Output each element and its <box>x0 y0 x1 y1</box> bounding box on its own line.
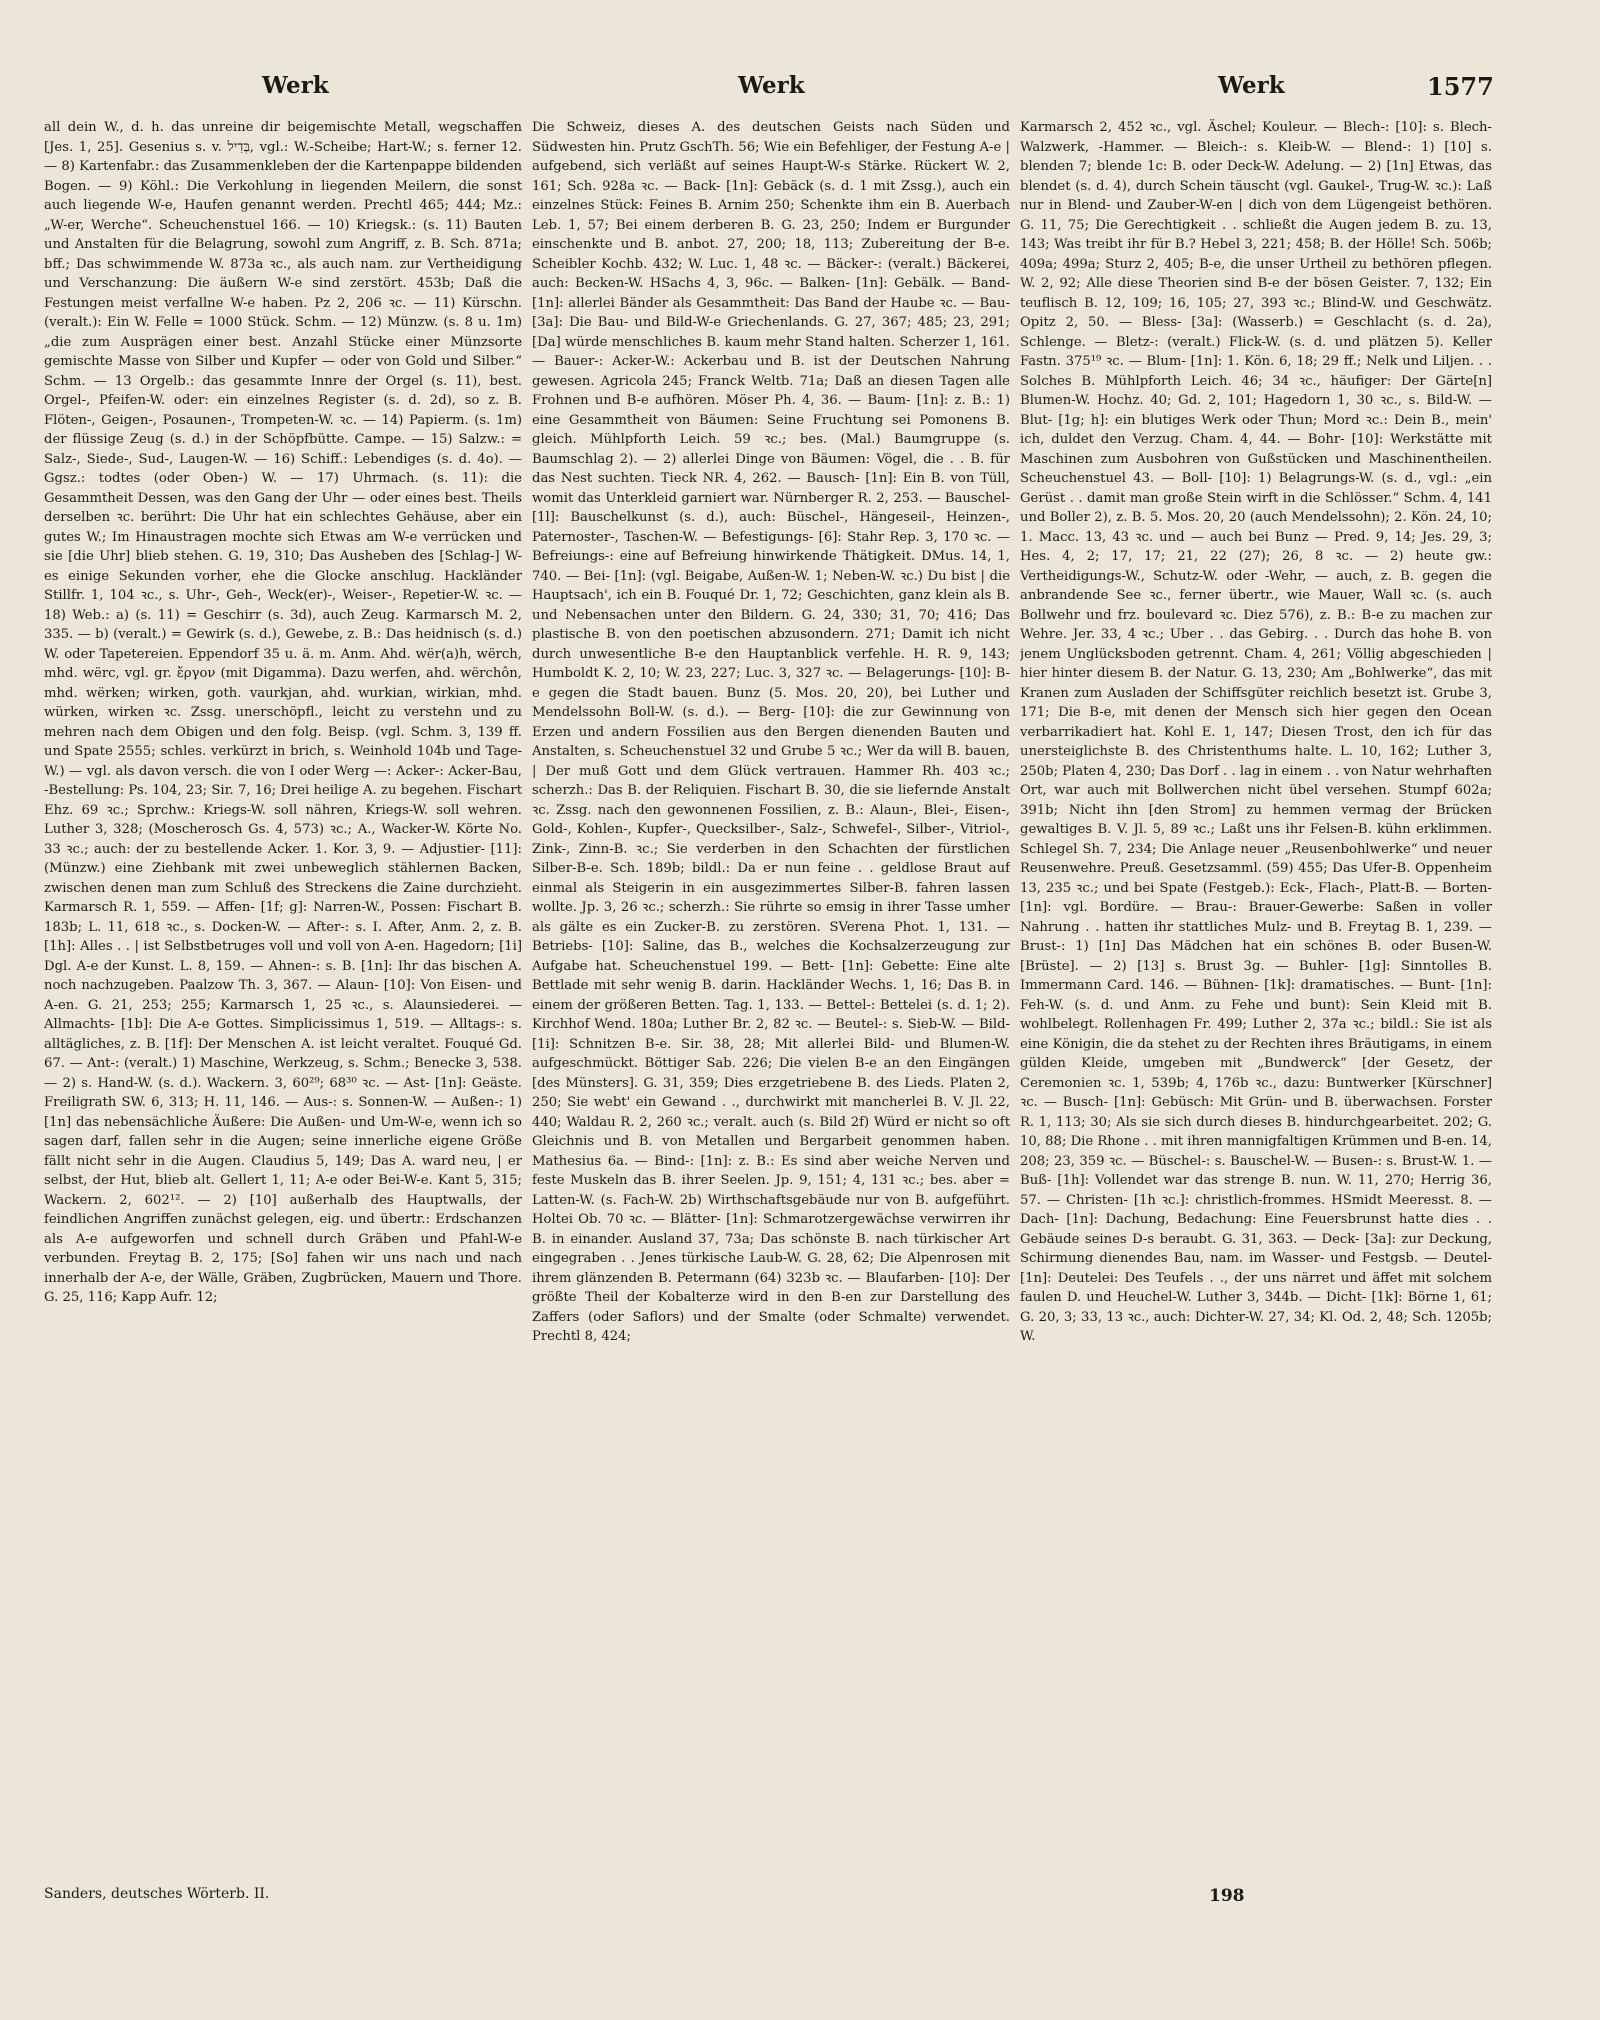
page-number: 1577 <box>1427 72 1494 101</box>
running-header <box>0 72 1600 112</box>
column-1-text: all dein W., d. h. das unreine dir beigemischte Metall, wegschaffen [Jes. 1, 25]. Gesenius s. v. בְּדִיל, vgl.: W.-Scheibe; Hart-W.; s. ferner 12. — 8) Kartenfabr.: das Zusammenkleben der die Kartenpappe bildenden Bogen. — 9) Köhl.: Die Verkohlung in liegenden Meilern, die sonst auch liegende W-e, Haufen genannt werden. Prechtl 465; 444; Mz.: „W-er, Werche“. Scheuchenstuel 166. — 10) Kriegsk.: (s. 11) Bauten und Anstalten für die Belagrung, sowohl zum Angriff, z. B. Sch. 871a; bff.; Das schwimmende W. 873a ꝛc., als auch nam. zur Vertheidigung und Verschanzung: Die äußern W-e sind zerstört. 453b; Daß die Festungen meist verfallne W-e haben. Pz 2, 206 ꝛc. — 11) Kürschn. (veralt.): Ein W. Felle = 1000 Stück. Schm. — 12) Münzw. (s. 8 u. 1m) „die zum Ausprägen einer best. Anzahl Stücke einer Münzsorte gemischte Masse von Silber und Kupfer — oder von Gold und Silber.“ Schm. — 13 Orgelb.: das gesammte Innre der Orgel (s. 11), best. Orgel-, Pfeifen-W. oder: ein einzelnes Register (s. d. 2d), so z. B. Flöten-, Geigen-, Posaunen-, Trompeten-W. ꝛc. — 14) Papierm. (s. 1m) der flüssige Zeug (s. d.) in der Schöpfbütte. Campe. — 15) Salzw.: = Salz-, Siede-, Sud-, Laugen-W. — 16) Schiff.: Lebendiges (s. d. 4o). — Ggsz.: todtes (oder Oben-) W. — 17) Uhrmach. (s. 11): die Gesammtheit Dessen, was den Gang der Uhr — oder eines best. Theils derselben ꝛc. berührt: Die Uhr hat ein schlechtes Gehäuse, aber ein gutes W.; Im Hinaustragen mochte sich Etwas am W-e verrücken und sie [die Uhr] blieb stehen. G. 19, 310; Das Ausheben des [Schlag-] W-es einige Sekunden vorher, ehe die Glocke anschlug. Hackländer Stillfr. 1, 104 ꝛc., s. Uhr-, Geh-, Weck(er)-, Weiser-, Repetier-W. ꝛc. — 18) Web.: a) (s. 11) = Geschirr (s. 3d), auch Zeug. Karmarsch M. 2, 335. — b) (veralt.) = Gewirk (s. d.), Gewebe, z. B.: Das heidnisch (s. d.) W. oder Tapetereien. Eppendorf 35 u. ä. m. Anm. Ahd. wër(a)h, wërch, mhd. wërc, vgl. gr. ἔργον (mit Digamma). Dazu werfen, ahd. wërchôn, mhd. wërken; wirken, goth. vaurkjan, ahd. wurkian, wirkian, mhd. würken, wirken ꝛc. Zssg. unerschöpfl., leicht zu verstehn und zu mehren nach dem Obigen und den folg. Beisp. (vgl. Schm. 3, 139 ff. und Spate 2555; schles. verkürzt in brich, s. Weinhold 104b und Tage-W.) — vgl. als davon versch. die von I oder Werg —: Acker-: Acker-Bau, -Bestellung: Ps. 104, 23; Sir. 7, 16; Drei heilige A. zu begehen. Fischart Ehz. 69 ꝛc.; Sprchw.: Kriegs-W. soll nähren, Kriegs-W. soll wehren. Luther 3, 328; (Moscherosch Gs. 4, 573) ꝛc.; A., Wacker-W. Körte No. 33 ꝛc.; auch: der zu bestellende Acker. 1. Kor. 3, 9. — Adjustier- [11]: (Münzw.) eine Ziehbank mit zwei unbeweglich stählernen Backen, zwischen denen man zum Schluß des Streckens die Zaine durchzieht. Karmarsch R. 1, 559. — Affen- [1f; g]: Narren-W., Possen: Fischart B. 183b; L. 11, 618 ꝛc., s. Docken-W. — After-: s. I. After, Anm. 2, z. B. [1h]: Alles . . | ist Selbstbetruges voll und voll von A-en. Hagedorn; [1i] Dgl. A-e der Kunst. L. 8, 159. — Ahnen-: s. B. [1n]: Ihr das bischen A. noch nachzugeben. Paalzow Th. 3, 367. — Alaun- [10]: Von Eisen- und A-en. G. 21, 253; 255; Karmarsch 1, 25 ꝛc., s. Alaunsiederei. — Allmachts- [1b]: Die A-e Gottes. Simplicissimus 1, 519. — Alltags-: s. alltägliches, z. B. [1f]: Der Menschen A. ist leicht veraltet. Fouqué Gd. 67. — Ant-: (veralt.) 1) Maschine, Werkzeug, s. Schm.; Benecke 3, 538. — 2) s. Hand-W. (s. d.). Wackern. 3, 60²⁹; 68³⁰ ꝛc. — Ast- [1n]: Geäste. Freiligrath SW. 6, 313; H. 11, 146. — Aus-: s. Sonnen-W. — Außen-: 1) [1n] das nebensächliche Äußere: Die Außen- und Um-W-e, wenn ich so sagen darf, fallen sehr in die Augen; seine innerliche eigene Größe fällt nicht sehr in die Augen. Claudius 5, 149; Das A. ward neu, | er selbst, der Hut, blieb alt. Gellert 1, 11; A-e oder Bei-W-e. Kant 5, 315; Wackern. 2, 602¹². — 2) [10] außerhalb des Hauptwalls, der feindlichen Angriffen zunächst gelegen, eig. und übertr.: Erdschanzen als A-e aufgeworfen und schnell durch Gräben und Pfahl-W-e verbunden. Freytag B. 2, 175; [So] fahen wir uns nach und nach innerhalb der A-e, der Wälle, Gräben, Zugbrücken, Mauern und Thore. G. 25, 116; Kapp Aufr. 12; <box>44 120 522 1305</box>
page-footer <box>44 1886 1492 1912</box>
header-left-catchword: Werk <box>262 72 329 99</box>
text-column-3 <box>1020 118 1492 1884</box>
header-right-catchword: Werk <box>1218 72 1285 99</box>
header-center-catchword: Werk <box>738 72 805 99</box>
column-3-text: Karmarsch 2, 452 ꝛc., vgl. Äschel; Kouleur. — Blech-: [10]: s. Blech-Walzwerk, -Hammer. — Bleich-: s. Kleib-W. — Blend-: 1) [10] s. blenden 7; blende 1c: B. oder Deck-W. Adelung. — 2) [1n] Etwas, das blendet (s. d. 4), durch Schein täuscht (vgl. Gaukel-, Trug-W. ꝛc.): Laß nur in Blend- und Zauber-W-en | dich von dem Lügengeist bethören. G. 11, 75; Die Gerechtigkeit . . schließt die Augen jedem B. zu. 13, 143; Was treibt ihr für B.? Hebel 3, 221; 458; B. der Hölle! Sch. 506b; 409a; 499a; Sturz 2, 405; B-e, die unser Urtheil zu bethören pflegen. W. 2, 92; Alle diese Theorien sind B-e der bösen Geister. 7, 132; Ein teuflisch B. 12, 109; 16, 105; 27, 393 ꝛc.; Blind-W. und Geschwätz. Opitz 2, 50. — Bless- [3a]: (Wasserb.) = Geschlacht (s. d. 2a), Schlenge. — Bletz-: (veralt.) Flick-W. (s. d. und plätzen 5). Keller Fastn. 375¹⁹ ꝛc. — Blum- [1n]: 1. Kön. 6, 18; 29 ff.; Nelk und Liljen. . . Solches B. Mühlpforth Leich. 46; 34 ꝛc., häufiger: Der Gärte[n] Blumen-W. Hochz. 40; Gd. 2, 101; Hagedorn 1, 30 ꝛc., s. Bild-W. — Blut- [1g; h]: ein blutiges Werk oder Thun; Mord ꝛc.: Dein B., mein' ich, duldet den Verzug. Cham. 4, 44. — Bohr- [10]: Werkstätte mit Maschinen zum Ausbohren von Gußstücken und Maschinentheilen. Scheuchenstuel 43. — Boll- [10]: 1) Belagrungs-W. (s. d., vgl.: „ein Gerüst . . damit man große Stein wirft in die Schlösser.“ Schm. 4, 141 und Boller 2), z. B. 5. Mos. 20, 20 (auch Mendelssohn); 2. Kön. 24, 10; 1. Macc. 13, 43 ꝛc. und — auch bei Bunz — Pred. 9, 14; Jes. 29, 3; Hes. 4, 2; 17, 17; 21, 22 (27); 26, 8 ꝛc. — 2) heute gw.: Vertheidigungs-W., Schutz-W. oder -Wehr, — auch, z. B. gegen die anbrandende See ꝛc., ferner übertr., wie Mauer, Wall ꝛc. (s. auch Bollwehr und frz. boulevard ꝛc. Diez 576), z. B.: B-e zu machen zur Wehre. Jer. 33, 4 ꝛc.; Uber . . das Gebirg. . . Durch das hohe B. von jenem Unglücksboden getrennt. Cham. 4, 261; Völlig abgeschieden | hier hinter diesem B. der Natur. G. 13, 230; Am „Bohlwerke“, das mit Kranen zum Ausladen der Schiffsgüter reichlich besetzt ist. Grube 3, 171; Die B-e, mit denen der Mensch sich hier gegen den Ocean verbarrikadiert hat. Kohl E. 1, 147; Diesen Trost, den ich für das unersteiglichste B. des Christenthums halte. L. 10, 162; Luther 3, 250b; Platen 4, 230; Das Dorf . . lag in einem . . von Natur wehrhaften Ort, war auch mit Bollwerchen nicht übel versehen. Stumpf 602a; 391b; Nicht ihn [den Strom] zu hemmen vermag der Brücken gewaltiges B. V. Jl. 5, 89 ꝛc.; Laßt uns ihr Felsen-B. kühn erklimmen. Schlegel Sh. 7, 234; Die Anlage neuer „Reusenbohlwerke“ und neuer Reusenwehre. Preuß. Gesetzsamml. (59) 455; Das Ufer-B. Oppenheim 13, 235 ꝛc.; und bei Spate (Festgeb.): Eck-, Flach-, Platt-B. — Borten- [1n]: vgl. Bordüre. — Brau-: Brauer-Gewerbe: Saßen in voller Nahrung . . hatten ihr stattliches Mulz- und B. Freytag B. 1, 239. — Brust-: 1) [1n] Das Mädchen hat ein schönes B. oder Busen-W. [Brüste]. — 2) [13] s. Brust 3g. — Buhler- [1g]: Sinntolles B. Immermann Card. 146. — Bühnen- [1k]: dramatisches. — Bunt- [1n]: Feh-W. (s. d. und Anm. zu Fehe und bunt): Sein Kleid mit B. wohlbelegt. Rollenhagen Fr. 499; Luther 2, 37a ꝛc.; bildl.: Sie ist als eine Königin, die da stehet zu der Rechten ihres Bräutigams, in einem gülden Kleide, umgeben mit „Bundwerck“ [der Gesetz, der Ceremonien ꝛc. 1, 539b; 4, 176b ꝛc., dazu: Buntwerker [Kürschner] ꝛc. — Busch- [1n]: Gebüsch: Mit Grün- und B. überwachsen. Forster R. 1, 113; 30; Als sie sich durch dieses B. hindurchgearbeitet. 202; G. 10, 88; Die Rhone . . mit ihren mannigfaltigen Krümmen und B-en. 14, 208; 23, 359 ꝛc. — Büschel-: s. Bauschel-W. — Busen-: s. Brust-W. 1. — Buß- [1h]: Vollendet war das strenge B. nun. W. 11, 270; Herrig 36, 57. — Christen- [1h ꝛc.]: christlich-frommes. HSmidt Meeresst. 8. — Dach- [1n]: Dachung, Bedachung: Eine Feuersbrunst hatte dies . . Gebäude seines D-s beraubt. G. 31, 363. — Deck- [3a]: zur Deckung, Schirmung dienendes Bau, nam. im Wasser- und Festgsb. — Deutel- [1n]: Deutelei: Des Teufels . ., der uns närret und äffet mit solchem faulen D. und Heuchel-W. Luther 3, 344b. — Dicht- [1k]: Börne 1, 61; G. 20, 3; 33, 13 ꝛc., auch: Dichter-W. 27, 34; Kl. Od. 2, 48; Sch. 1205b; W. <box>1020 120 1492 1344</box>
text-column-1 <box>44 118 522 1884</box>
column-2-text: Die Schweiz, dieses A. des deutschen Geists nach Süden und Südwesten hin. Prutz GschTh. 56; Wie ein Befehliger, der Festung A-e | aufgebend, sich verläßt auf seines Haupt-W-s Stärke. Rückert W. 2, 161; Sch. 928a ꝛc. — Back- [1n]: Gebäck (s. d. 1 mit Zssg.), auch ein einzelnes Stück: Feines B. Arnim 250; Schenkte ihm ein B. Auerbach Leb. 1, 57; Bei einem derberen B. G. 23, 250; Indem er Burgunder einschenkte und B. anbot. 27, 200; 18, 113; Zubereitung der B-e. Scheibler Kochb. 432; W. Luc. 1, 48 ꝛc. — Bäcker-: (veralt.) Bäckerei, auch: Becken-W. HSachs 4, 3, 96c. — Balken- [1n]: Gebälk. — Band- [1n]: allerlei Bänder als Gesammtheit: Das Band der Haube ꝛc. — Bau- [3a]: Die Bau- und Bild-W-e Griechenlands. G. 27, 367; 485; 23, 291; [Da] würde menschliches B. kaum mehr Stand halten. Scherzer 1, 161. — Bauer-: Acker-W.: Ackerbau und B. ist der Deutschen Nahrung gewesen. Agricola 245; Franck Weltb. 71a; Daß an diesen Tagen alle Frohnen und B-e aufhören. Möser Ph. 4, 36. — Baum- [1n]: z. B.: 1) eine Gesammtheit von Bäumen: Seine Fruchtung sei Pomonens B. gleich. Mühlpforth Leich. 59 ꝛc.; bes. (Mal.) Baumgruppe (s. Baumschlag 2). — 2) allerlei Dinge von Bäumen: Vögel, die . . B. für das Nest suchten. Tieck NR. 4, 262. — Bausch- [1n]: Ein B. von Tüll, womit das Unterkleid garniert war. Nürnberger R. 2, 253. — Bauschel- [1l]: Bauschelkunst (s. d.), auch: Büschel-, Hängeseil-, Heinzen-, Paternoster-, Taschen-W. — Befestigungs- [6]: Stahr Rep. 3, 170 ꝛc. — Befreiungs-: eine auf Befreiung hinwirkende Thätigkeit. DMus. 14, 1, 740. — Bei- [1n]: (vgl. Beigabe, Außen-W. 1; Neben-W. ꝛc.) Du bist | die Hauptsach', ich ein B. Fouqué Dr. 1, 72; Geschichten, ganz klein als B. und Nebensachen unter den Bildern. G. 24, 330; 31, 70; 416; Das plastische B. von den poetischen abzusondern. 271; Damit ich nicht durch unwesentliche B-e den Hauptanblick verfehle. H. R. 9, 143; Humboldt K. 2, 10; W. 23, 227; Luc. 3, 327 ꝛc. — Belagerungs- [10]: B-e gegen die Stadt bauen. Bunz (5. Mos. 20, 20), bei Luther und Mendelssohn Boll-W. (s. d.). — Berg- [10]: die zur Gewinnung von Erzen und andern Fossilien aus den Bergen dienenden Bauten und Anstalten, s. Scheuchenstuel 32 und Grube 5 ꝛc.; Wer da will B. bauen, | Der muß Gott und dem Glück vertrauen. Hammer Rh. 403 ꝛc.; scherzh.: Das B. der Reliquien. Fischart B. 30, die sie liefernde Anstalt ꝛc. Zssg. nach den gewonnenen Fossilien, z. B.: Alaun-, Blei-, Eisen-, Gold-, Kohlen-, Kupfer-, Quecksilber-, Salz-, Schwefel-, Silber-, Vitriol-, Zink-, Zinn-B. ꝛc.; Sie verderben in den Schachten der fürstlichen Silber-B-e. Sch. 189b; bildl.: Da er nun feine . . geldlose Braut auf einmal als Steigerin in ein ausgezimmertes Silber-B. fahren lassen wollte. Jp. 3, 26 ꝛc.; scherzh.: Sie rührte so emsig in ihrer Tasse umher als gälte es ein Zucker-B. zu zerstören. SVerena Phot. 1, 131. — Betriebs- [10]: Saline, das B., welches die Kochsalzerzeugung zur Aufgabe hat. Scheuchenstuel 199. — Bett- [1n]: Gebette: Eine alte Bettlade mit sehr wenig B. darin. Hackländer Wechs. 1, 16; Das B. in einem der größeren Betten. Tag. 1, 133. — Bettel-: Bettelei (s. d. 1; 2). Kirchhof Wend. 180a; Luther Br. 2, 82 ꝛc. — Beutel-: s. Sieb-W. — Bild- [1i]: Schnitzen B-e. Sir. 38, 28; Mit allerlei Bild- und Blumen-W. aufgeschmückt. Böttiger Sab. 226; Die vielen B-e an den Eingängen [des Münsters]. G. 31, 359; Dies erzgetriebene B. des Lieds. Platen 2, 250; Sie webt' ein Gewand . ., durchwirkt mit mancherlei B. V. Jl. 22, 440; Waldau R. 2, 260 ꝛc.; veralt. auch (s. Bild 2f) Würd er nicht so oft Gleichnis und B. von Metallen und Bergarbeit genommen haben. Mathesius 6a. — Bind-: [1n]: z. B.: Es sind aber weiche Nerven und feste Muskeln das B. ihrer Seelen. Jp. 9, 151; 4, 131 ꝛc.; bes. aber = Latten-W. (s. Fach-W. 2b) Wirthschaftsgebäude nur von B. aufgeführt. Holtei Ob. 70 ꝛc. — Blätter- [1n]: Schmarotzergewächse verwirren ihr B. in einander. Ausland 37, 73a; Das schönste B. nach türkischer Art eingegraben . . Jenes türkische Laub-W. G. 28, 62; Die Alpenrosen mit ihrem glänzenden B. Petermann (64) 323b ꝛc. — Blaufarben- [10]: Der größte Theil der Kobalterze wird in den B-en zur Darstellung des Zaffers (oder Saflors) und der Smalte (oder Schmalte) verwendet. Prechtl 8, 424; <box>532 120 1010 1344</box>
footer-signature: 198 <box>1209 1886 1245 1906</box>
footer-source: Sanders, deutsches Wörterb. II. <box>44 1886 270 1902</box>
text-column-2 <box>532 118 1010 1884</box>
